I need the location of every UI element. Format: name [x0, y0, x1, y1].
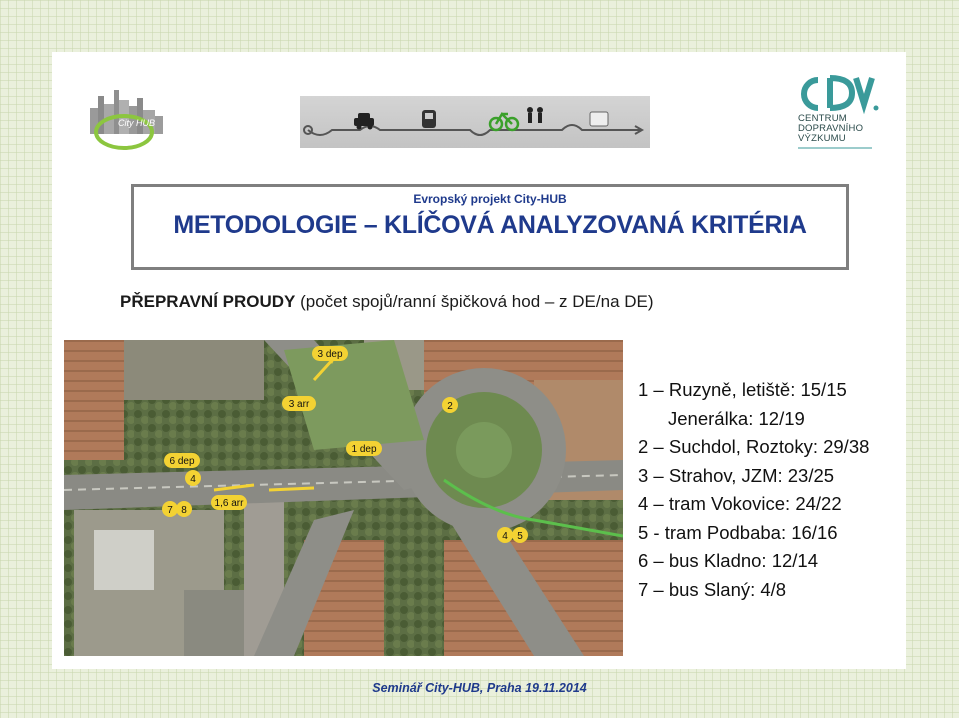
- svg-text:4: 4: [502, 531, 508, 542]
- map-label-4a: [185, 470, 201, 486]
- transport-mode-banner: [300, 96, 650, 148]
- aerial-map: [64, 340, 623, 656]
- svg-text:2: 2: [447, 401, 453, 412]
- section-heading-bold: PŘEPRAVNÍ PROUDY: [120, 292, 296, 311]
- legend-item: Jenerálka: 12/19: [668, 407, 805, 429]
- title-subtitle: Evropský projekt City-HUB: [413, 192, 567, 206]
- legend-item: 1 – Ruzyně, letiště: 15/15: [638, 379, 847, 400]
- bus-icon: [590, 112, 608, 126]
- section-heading: [120, 292, 820, 312]
- cdv-line-2: DOPRAVNÍHO: [798, 123, 864, 134]
- map-label-3arr: [282, 396, 316, 411]
- bicycle-icon: [490, 114, 518, 130]
- title-box: [131, 184, 849, 270]
- map-label-8: [176, 501, 192, 517]
- cityhub-logo: [84, 86, 166, 152]
- section-heading-rest: (počet spojů/ranní špičková hod – z DE/na DE): [295, 292, 654, 311]
- map-label-4b: [497, 527, 513, 543]
- map-label-5: [512, 527, 528, 543]
- svg-text:1 dep: 1 dep: [351, 444, 377, 455]
- svg-text:3 dep: 3 dep: [317, 349, 343, 360]
- svg-text:6 dep: 6 dep: [169, 456, 195, 467]
- svg-text:4: 4: [190, 474, 196, 485]
- map-label-7: [162, 501, 178, 517]
- svg-text:8: 8: [181, 505, 187, 516]
- map-label-6dep: [164, 453, 200, 468]
- flow-legend: [638, 376, 938, 604]
- legend-item: 7 – bus Slaný: 4/8: [638, 578, 787, 600]
- cdv-line-3: VÝZKUMU: [798, 133, 846, 144]
- legend-item: 5 - tram Podbaba: 16/16: [638, 521, 838, 543]
- svg-text:7: 7: [167, 505, 173, 516]
- svg-text:3 arr: 3 arr: [288, 399, 310, 410]
- pedestrian-icon: [527, 107, 543, 123]
- footer-text: Seminář City-HUB, Praha 19.11.2014: [372, 681, 587, 695]
- svg-text:5: 5: [517, 531, 523, 542]
- svg-text:1,6 arr: 1,6 arr: [214, 498, 244, 509]
- map-label-2: [442, 397, 458, 413]
- legend-item: 3 – Strahov, JZM: 23/25: [638, 464, 835, 486]
- tram-icon: [422, 110, 436, 128]
- legend-item: 4 – tram Vokovice: 24/22: [638, 493, 842, 514]
- legend-item: 6 – bus Kladno: 12/14: [638, 550, 819, 571]
- map-label-1dep: [346, 441, 382, 456]
- map-label-16arr: [211, 495, 247, 510]
- cityhub-logo-text: City HUB: [118, 118, 156, 128]
- cdv-line-1: CENTRUM: [798, 113, 847, 124]
- legend-item: 2 – Suchdol, Roztoky: 29/38: [638, 436, 870, 457]
- map-label-3dep: [312, 346, 348, 361]
- cdv-logo-text: [798, 114, 888, 144]
- page-title: METODOLOGIE – KLÍČOVÁ ANALYZOVANÁ KRITÉRIA: [173, 211, 807, 239]
